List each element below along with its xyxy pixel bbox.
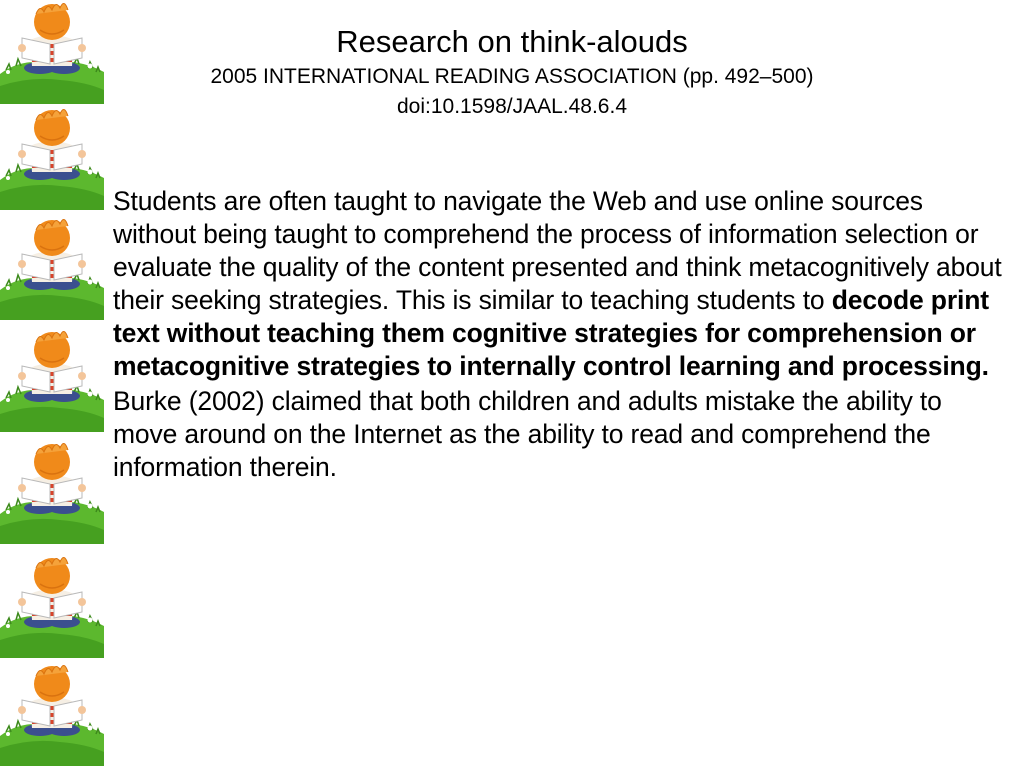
citation-line: 2005 INTERNATIONAL READING ASSOCIATION (pp. 492–500): [210, 65, 814, 88]
child-reading-icon: [0, 106, 104, 210]
slide-title-block: [110, 22, 914, 122]
doi-line: doi:10.1598/JAAL.48.6.4: [396, 95, 627, 118]
paragraph-normal-text: Students are often taught to navigate the Web and use online sources without being taught to comprehend the process of information selection or evaluate the quality of the content presented and think metacognitively about their seeking strategies. This is similar to teaching students to: [113, 186, 1002, 315]
child-reading-icon: [0, 0, 104, 104]
slide-body: [113, 185, 1013, 486]
child-reading-icon: [0, 216, 104, 320]
decorative-strip: [0, 0, 104, 768]
paragraph-bold-text: decode print text without teaching them cognitive strategies for comprehension or metacognitive strategies to internally control learning and processing.: [113, 285, 989, 381]
slide-title: Research on think-alouds: [336, 24, 688, 59]
paragraph-students: [113, 185, 1013, 383]
child-reading-icon: [0, 440, 104, 544]
paragraph-burke: Burke (2002) claimed that both children and adults mistake the ability to move around on the Internet as the ability to read and comprehend the information therein.: [113, 386, 942, 482]
child-reading-icon: [0, 662, 104, 766]
child-reading-icon: [0, 328, 104, 432]
child-reading-icon: [0, 554, 104, 658]
